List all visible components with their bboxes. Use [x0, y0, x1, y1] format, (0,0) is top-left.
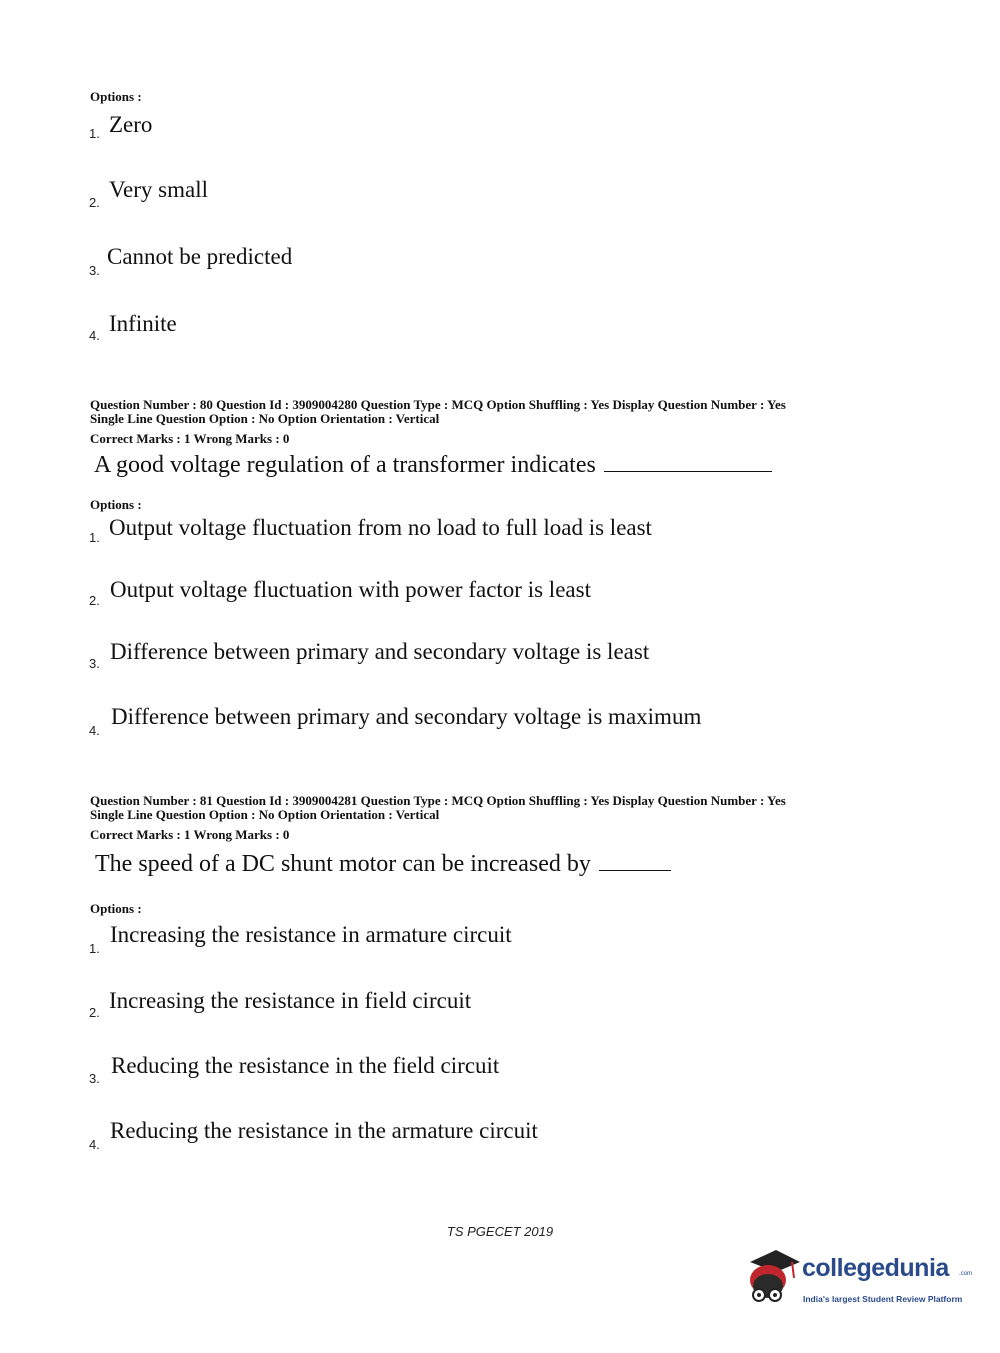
question-text-row	[95, 850, 671, 878]
question-meta: Question Number : 80 Question Id : 3909004280 Question Type : MCQ Option Shuffling : Yes Display Question Number : Yes	[90, 397, 786, 412]
options-label: Options :	[90, 901, 142, 916]
mascot-icon	[742, 1248, 802, 1318]
logo-dotcom: .com	[959, 1271, 973, 1277]
question-marks: Correct Marks : 1 Wrong Marks : 0	[90, 431, 290, 446]
option-text: Zero	[109, 112, 153, 137]
option-number: 2.	[89, 1005, 100, 1020]
question-marks: Correct Marks : 1 Wrong Marks : 0	[90, 827, 290, 842]
option-number: 2.	[89, 593, 100, 608]
question-text: The speed of a DC shunt motor can be increased by	[95, 851, 591, 877]
option-text: Very small	[109, 177, 209, 202]
option-text: Cannot be predicted	[107, 244, 293, 269]
option-text: Output voltage fluctuation from no load to full load is least	[109, 515, 652, 540]
option-text: Infinite	[109, 311, 177, 336]
option-number: 4.	[89, 1137, 100, 1152]
question-meta-options: Single Line Question Option : No Option Orientation : Vertical	[90, 411, 440, 426]
option-text: Increasing the resistance in armature circuit	[110, 922, 512, 947]
logo-name: collegedunia	[802, 1254, 949, 1282]
option-text: Output voltage fluctuation with power factor is least	[110, 577, 591, 602]
option-text: Difference between primary and secondary voltage is least	[110, 639, 650, 664]
option-number: 4.	[89, 328, 100, 343]
collegedunia-logo	[742, 1248, 972, 1318]
footer-exam-name: TS PGECET 2019	[446, 1224, 554, 1239]
logo-tagline: India's largest Student Review Platform	[803, 1294, 963, 1304]
question-text-row	[94, 451, 772, 479]
question-meta: Question Number : 81 Question Id : 3909004281 Question Type : MCQ Option Shuffling : Yes Display Question Number : Yes	[90, 793, 786, 808]
option-text: Reducing the resistance in the armature circuit	[110, 1118, 538, 1143]
option-number: 3.	[89, 1071, 100, 1086]
options-label: Options :	[90, 497, 142, 512]
answer-blank	[604, 451, 772, 472]
question-text: A good voltage regulation of a transformer indicates	[94, 452, 596, 478]
option-number: 3.	[89, 263, 100, 278]
option-number: 2.	[89, 195, 100, 210]
option-number: 1.	[89, 941, 100, 956]
options-label: Options :	[90, 89, 142, 104]
option-number: 3.	[89, 656, 100, 671]
option-text: Difference between primary and secondary voltage is maximum	[111, 704, 702, 729]
option-number: 1.	[89, 126, 100, 141]
question-meta-options: Single Line Question Option : No Option Orientation : Vertical	[90, 807, 440, 822]
option-number: 4.	[89, 723, 100, 738]
answer-blank	[599, 850, 671, 871]
option-number: 1.	[89, 530, 100, 545]
option-text: Increasing the resistance in field circuit	[109, 988, 472, 1013]
option-text: Reducing the resistance in the field circuit	[111, 1053, 500, 1078]
